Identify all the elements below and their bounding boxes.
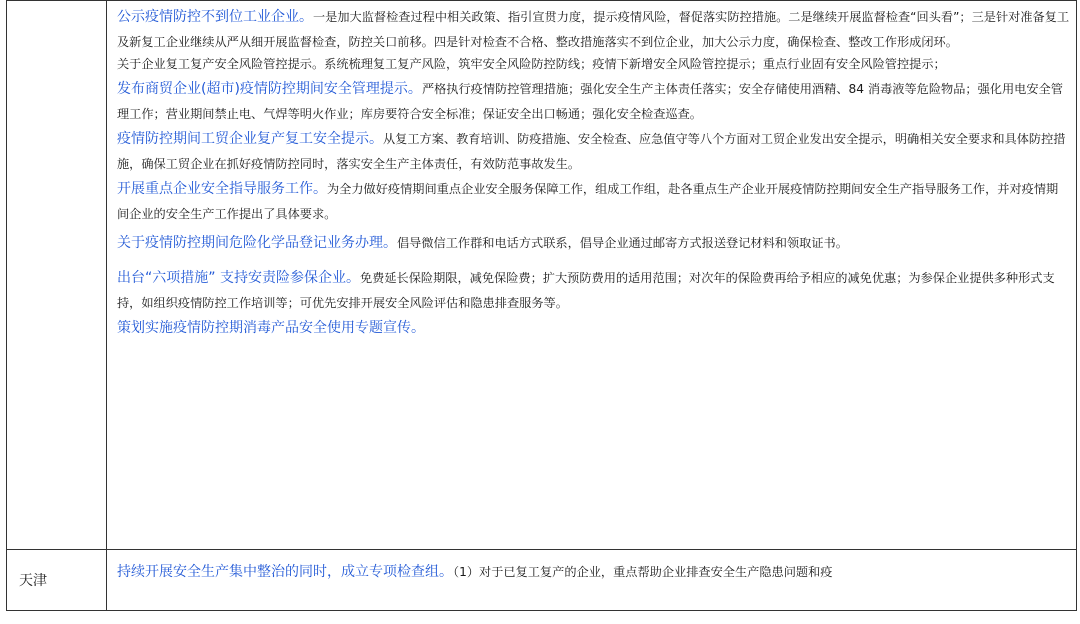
item-heading: 出台“六项措施” 支持安责险参保企业。: [117, 270, 360, 286]
region-cell: [7, 1, 107, 550]
item-heading: 发布商贸企业(超市)疫情防控期间安全管理提示。: [117, 81, 422, 97]
item-body: 免费延长保险期限，减免保险费；扩大预防费用的适用范围；对次年的保险费再给予相应的减免优惠；为参保企业提供多种形式支持，如组织疫情防控工作培训等；可优先安排开展安全风险评估和隐患排查服务等。: [117, 271, 1055, 310]
list-item: [117, 77, 1070, 127]
table-row: [7, 550, 1077, 611]
item-body: 从复工方案、教育培训、防疫措施、安全检查、应急值守等八个方面对工贸企业发出安全提示，明确相关安全要求和具体防控措施，确保工贸企业在抓好疫情防控同时，落实安全生产主体责任，有效防范事故发生。: [117, 132, 1066, 171]
item-body: （1）对于已复工复产的企业，重点帮助企业排查安全生产隐患问题和疫: [453, 565, 833, 579]
list-item: [117, 177, 1070, 227]
region-cell: 天津: [7, 550, 107, 611]
list-item: [117, 55, 1070, 73]
item-heading: 持续开展安全生产集中整治的同时，成立专项检查组。: [117, 564, 453, 580]
item-heading: 关于疫情防控期间危险化学品登记业务办理。: [117, 235, 397, 251]
list-item: [117, 266, 1070, 316]
item-heading: 开展重点企业安全指导服务工作。: [117, 181, 327, 197]
item-body: 严格执行疫情防控管理措施；强化安全生产主体责任落实；安全存储使用酒精、84 消毒液等危险物品；强化用电安全管理工作；营业期间禁止电、气焊等明火作业；库房要符合安全标准；保证安全出口畅通；强化安全检查巡查。: [117, 82, 1063, 121]
list-item: [117, 316, 1070, 341]
item-heading: 公示疫情防控不到位工业企业。: [117, 9, 313, 25]
item-heading: 疫情防控期间工贸企业复产复工安全提示。: [117, 131, 383, 147]
measures-cell: [107, 550, 1077, 611]
list-item: [117, 231, 1070, 256]
item-body: 为全力做好疫情期间重点企业安全服务保障工作，组成工作组，赴各重点生产企业开展疫情防控期间安全生产指导服务工作，并对疫情期间企业的安全生产工作提出了具体要求。: [117, 182, 1059, 221]
list-item: [117, 560, 1070, 585]
list-item: [117, 5, 1070, 55]
measures-table: [6, 0, 1076, 620]
item-body: 倡导微信工作群和电话方式联系，倡导企业通过邮寄方式报送登记材料和领取证书。: [397, 236, 848, 250]
item-body: 关于企业复工复产安全风险管控提示。系统梳理复工复产风险，筑牢安全风险防控防线；疫情下新增安全风险管控提示；重点行业固有安全风险管控提示；: [117, 57, 946, 71]
measures-cell: [107, 1, 1077, 550]
list-item: [117, 127, 1070, 177]
item-body: 一是加大监督检查过程中相关政策、指引宣贯力度，提示疫情风险，督促落实防控措施。二是继续开展监督检查“回头看”；三是针对准备复工及新复工企业继续从严从细开展监督检查，防控关口前移。四是针对检查不合格、整改措施落实不到位企业，加大公示力度，确保检查、整改工作形成闭环。: [117, 10, 1070, 49]
item-heading: 策划实施疫情防控期消毒产品安全使用专题宣传。: [117, 320, 425, 336]
table-row: [7, 1, 1077, 550]
measures-table-grid: [6, 0, 1077, 611]
